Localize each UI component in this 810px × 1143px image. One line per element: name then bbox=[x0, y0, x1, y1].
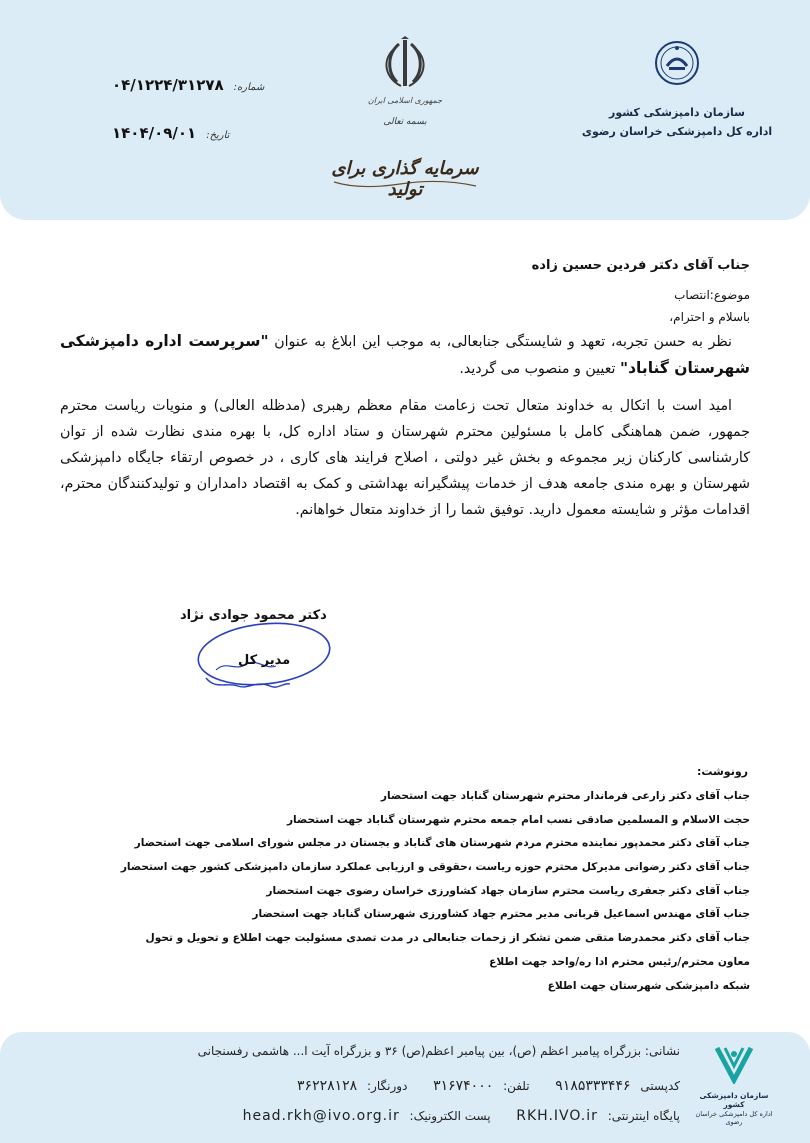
slogan bbox=[330, 158, 480, 200]
phone-label: تلفن: bbox=[503, 1079, 530, 1093]
date-value: ۱۴۰۴/۰۹/۰۱ bbox=[112, 124, 197, 142]
paragraph-expectations: امید است با اتکال به خداوند متعال تحت زعامت مقام معظم رهبری (مدظله العالی) و منویات ریاست محترم جمهور، ضمن هماهنگی کامل با مسئولین محترم شهرستان و ستاد اداره کل، با بهره مندی نظارت شده از توان کارشناسی کارکنان زیر مجموعه و بخش غیر دولتی ، اصلاح فرایند های کاری ، در خصوص ارتقاء جایگاه دامپزشکی شهرستان و بهره مندی جامعه هدف از خدمات پیشگیرانه بهداشتی و کمک به اقتصاد دامداران و تولیدکنندگان محترم، اقدامات مؤثر و شایسته معمول دارید. توفیق شما را از خداوند متعال خواهانم. bbox=[60, 398, 750, 518]
cc-item: جناب آقای دکتر جعفری ریاست محترم سازمان جهاد کشاورزی خراسان رضوی جهت استحضار bbox=[266, 884, 750, 897]
organization-block bbox=[562, 40, 792, 138]
postal-value: ۹۱۸۵۳۳۳۴۴۶ bbox=[555, 1078, 631, 1094]
cc-item: جناب آقای دکتر محمدرضا متقی ضمن تشکر از زحمات جنابعالی در مدت تصدی مسئولیت جهت اطلاع و تحویل و تحول bbox=[145, 932, 750, 945]
cc-item: جناب آقای دکتر رضوانی مدیرکل محترم حوزه ریاست ،حقوقی و ارزیابی عملکرد سازمان دامپزشکی کشور جهت استحضار bbox=[120, 861, 750, 874]
letter-date bbox=[112, 124, 229, 142]
cc-list bbox=[60, 785, 750, 998]
footer-address: نشانی: بزرگراه پیامبر اعظم (ص)، بین پیامبر اعظم(ص) ۳۶ و بزرگراه آیت ا... هاشمی رفسنجانی bbox=[197, 1044, 680, 1058]
cc-item: حجت الاسلام و المسلمین صادقی نسب امام جمعه محترم شهرستان گناباد جهت استحضار bbox=[286, 813, 750, 826]
ivo-logo-icon bbox=[711, 1044, 757, 1084]
cc-item: معاون محترم/رئیس محترم ادا ره/واحد جهت اطلاع bbox=[489, 955, 750, 968]
signer-name: دکتر محمود جوادی نژاد bbox=[180, 608, 327, 623]
iran-emblem-icon bbox=[383, 36, 427, 90]
footer-contacts bbox=[293, 1078, 680, 1094]
fax-label: دورنگار: bbox=[367, 1079, 408, 1093]
postal-label: کدپستی bbox=[640, 1079, 680, 1093]
org-name-line2: اداره کل دامپزشکی خراسان رضوی bbox=[581, 125, 773, 138]
bismillah: بسمه تعالی bbox=[383, 117, 427, 127]
cc-title: رونوشت: bbox=[696, 765, 748, 778]
number-label: شماره: bbox=[233, 82, 265, 93]
footer bbox=[0, 1032, 810, 1143]
footer-logo-caption1: سازمان دامپزشکی کشور bbox=[699, 1091, 769, 1109]
jahad-logo-icon bbox=[654, 40, 700, 86]
cc-item: جناب آقای دکتر محمدپور نماینده محترم مردم شهرستان های گناباد و بجستان در مجلس شورای اسلامی جهت استحضار bbox=[134, 837, 750, 850]
org-name-line1: سازمان دامپزشکی کشور bbox=[609, 106, 745, 119]
cc-item: جناب آقای دکتر زارعی فرماندار محترم شهرستان گناباد جهت استحضار bbox=[380, 790, 750, 802]
web-link[interactable]: RKH.IVO.ir bbox=[516, 1108, 598, 1124]
letterhead bbox=[0, 0, 810, 220]
email-link[interactable]: head.rkh@ivo.org.ir bbox=[242, 1108, 400, 1124]
addressee: جناب آقای دکتر فردین حسین زاده bbox=[531, 258, 750, 273]
emblem-caption: جمهوری اسلامی ایران bbox=[367, 96, 443, 105]
paragraph-appointment bbox=[60, 328, 750, 382]
footer-web bbox=[239, 1108, 680, 1124]
greeting: باسلام و احترام، bbox=[669, 310, 750, 324]
cc-item: شبکه دامپزشکی شهرستان جهت اطلاع bbox=[547, 979, 750, 992]
letter-number bbox=[112, 76, 264, 94]
national-emblem-block bbox=[345, 36, 465, 127]
web-label: پایگاه اینترنتی: bbox=[607, 1109, 680, 1123]
cc-item: جناب آقای مهندس اسماعیل قربانی مدیر محترم جهاد کشاورزی شهرستان گناباد جهت استحضار bbox=[252, 908, 750, 921]
signer-title: مدیر کل bbox=[238, 653, 291, 668]
number-value: ۰۴/۱۲۲۴/۳۱۲۷۸ bbox=[112, 76, 224, 94]
subject: موضوع:انتصاب bbox=[674, 288, 750, 302]
slogan-text: سرمایه گذاری برای تولید bbox=[331, 158, 479, 200]
fax-value: ۳۶۲۲۸۱۲۸ bbox=[297, 1078, 358, 1094]
footer-logo-caption2: اداره کل دامپزشکی خراسان رضوی bbox=[695, 1110, 773, 1126]
phone-value: ۳۱۶۷۴۰۰۰ bbox=[433, 1078, 494, 1094]
appointment-title: "سرپرست اداره دامپزشکی شهرستان گناباد" bbox=[60, 332, 750, 377]
footer-logo bbox=[688, 1044, 780, 1126]
para1-before: نظر به حسن تجربه، تعهد و شایستگی جنابعالی، به موجب این ابلاغ به عنوان bbox=[274, 334, 732, 350]
email-label: پست الکترونیک: bbox=[409, 1109, 491, 1123]
para1-after: تعیین و منصوب می گردید. bbox=[459, 361, 616, 377]
date-label: تاریخ: bbox=[206, 130, 230, 141]
